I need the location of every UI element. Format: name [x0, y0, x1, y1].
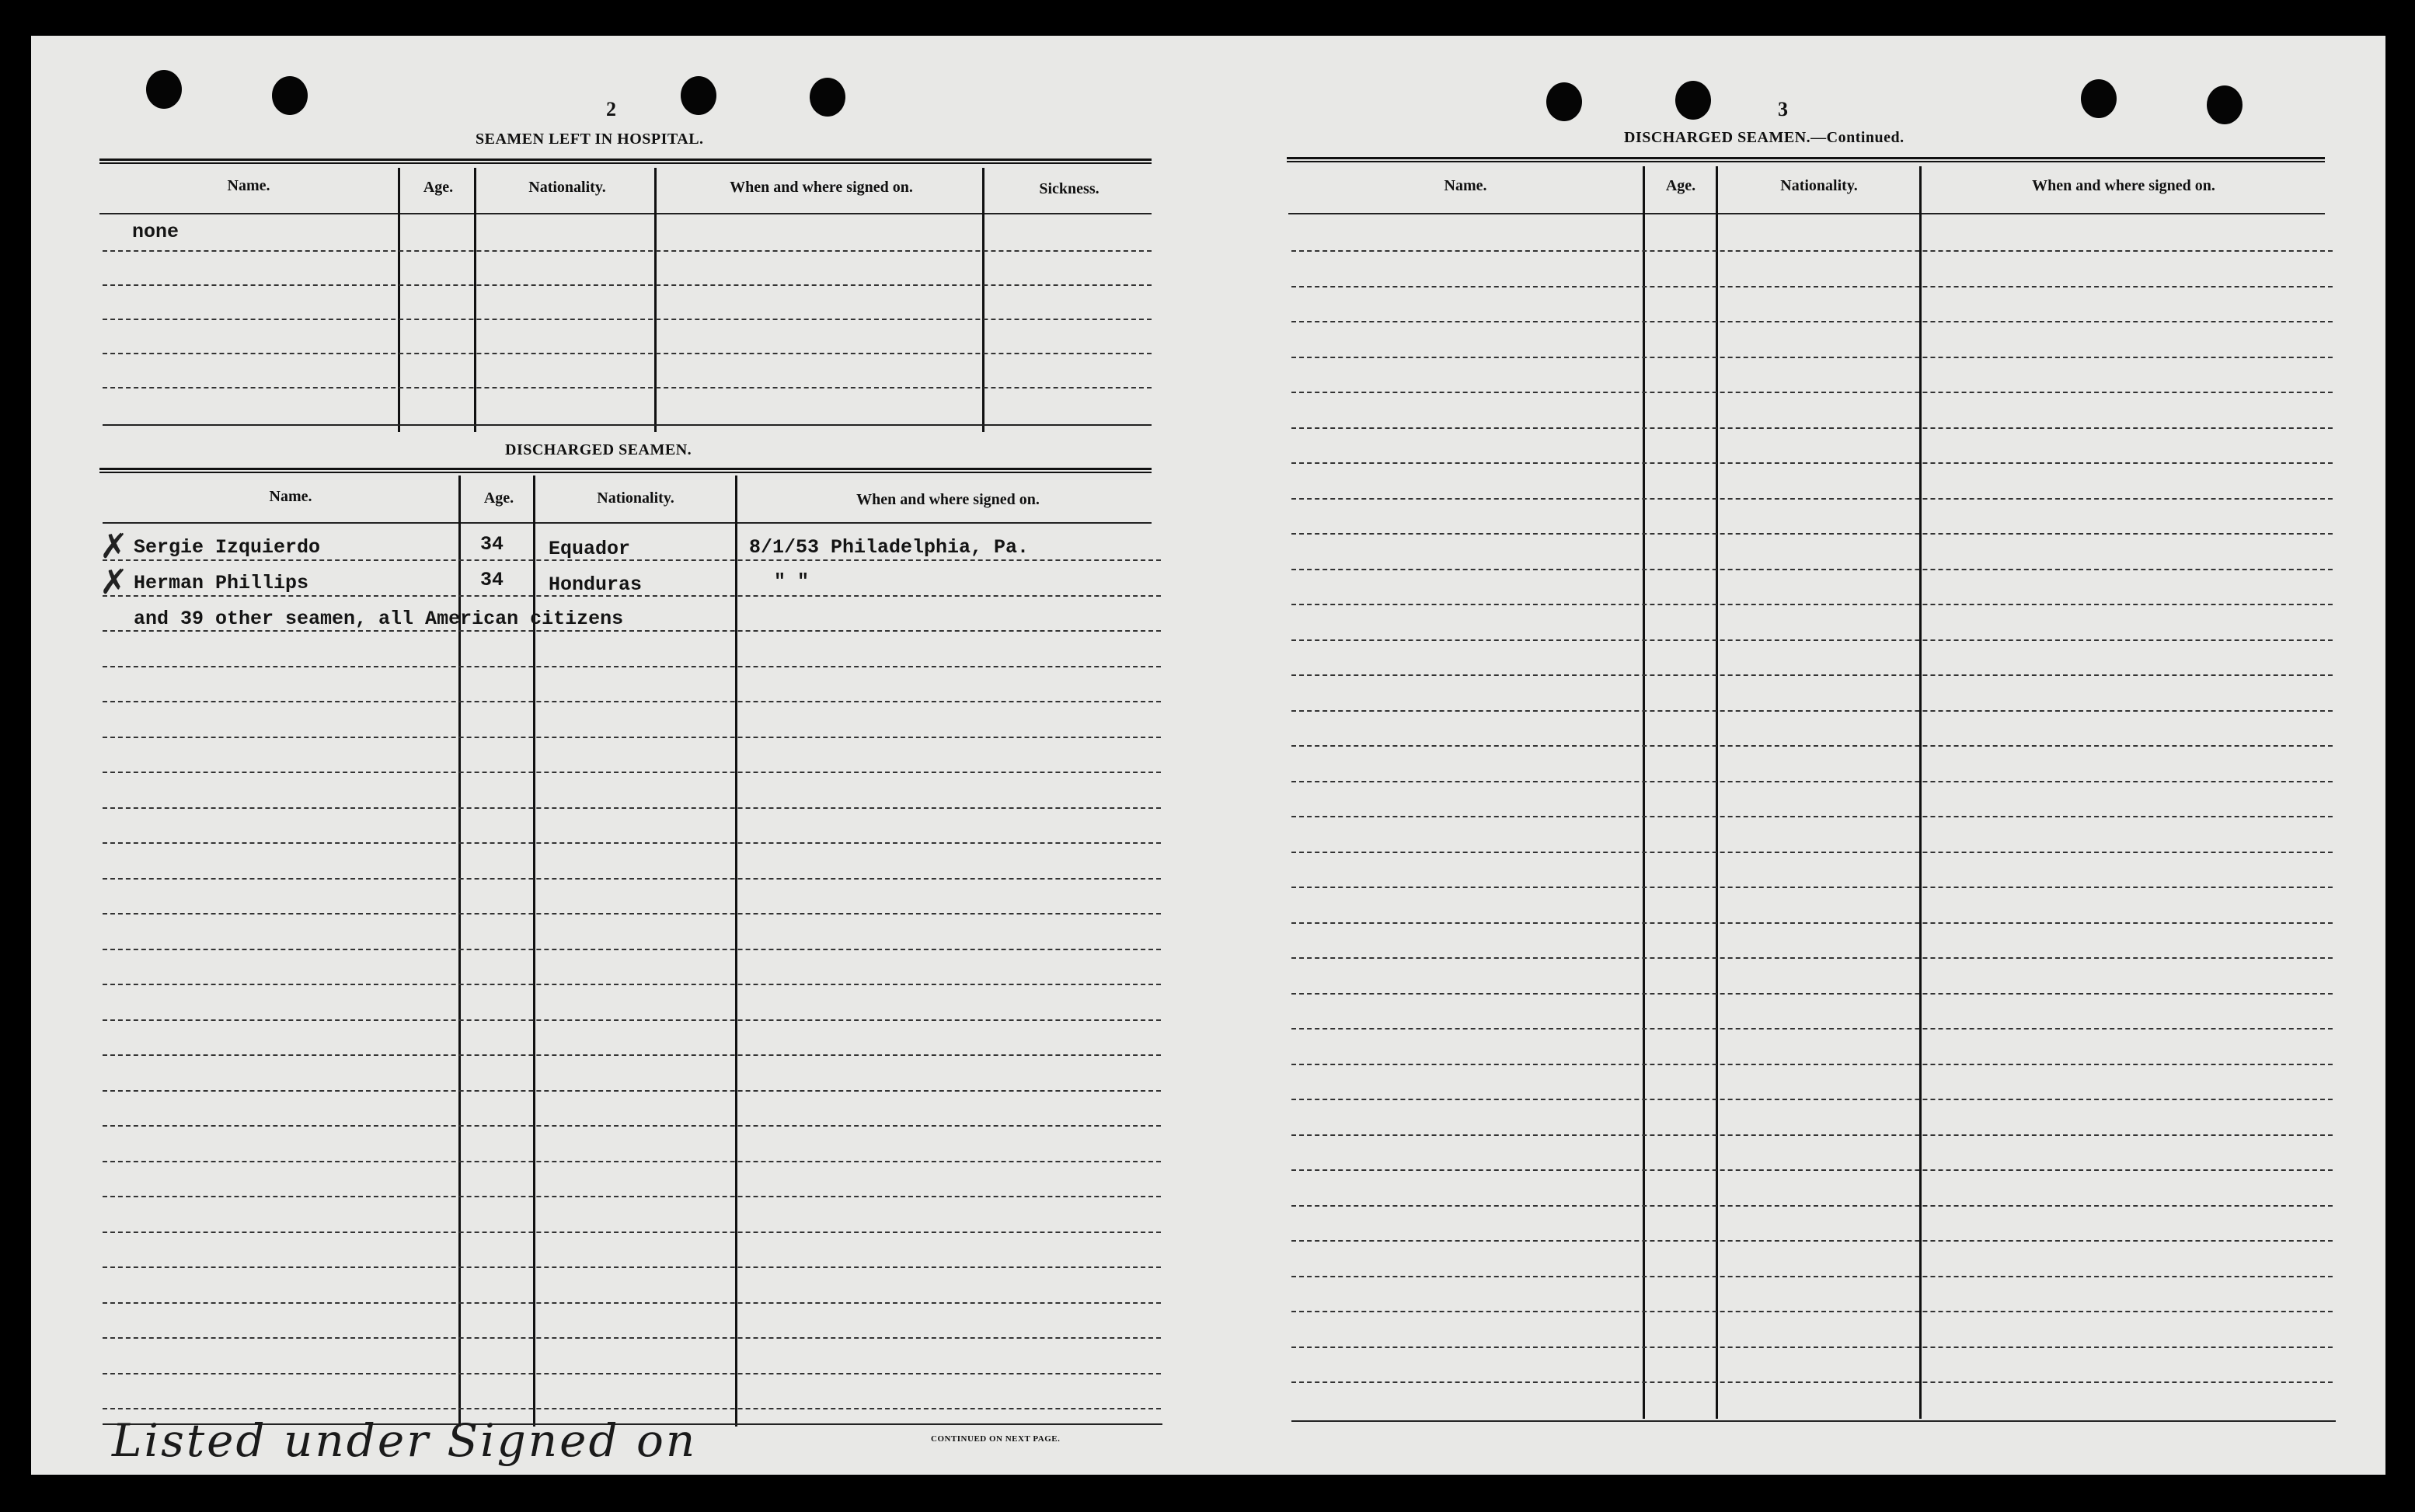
discharged-note: and 39 other seamen, all American citizens — [134, 608, 624, 630]
rule — [99, 468, 1152, 473]
row-line — [103, 319, 1152, 320]
rule — [103, 522, 1152, 524]
punch-hole — [1675, 81, 1711, 120]
row-line — [1291, 1311, 2333, 1312]
section-title-discharged-continued: DISCHARGED SEAMEN.—Continued. — [1624, 129, 1904, 146]
col-header-age: Age. — [1665, 177, 1696, 194]
row-line — [1291, 357, 2333, 358]
row-line — [1291, 1347, 2333, 1348]
row-line — [1291, 922, 2333, 924]
row-line — [1291, 427, 2333, 429]
discharged-signed-on-cell: 8/1/53 Philadelphia, Pa. — [749, 536, 1030, 559]
row-line — [103, 250, 1152, 252]
punch-hole — [681, 76, 716, 115]
row-line — [1291, 1381, 2333, 1383]
punch-hole — [1546, 82, 1582, 121]
row-line — [103, 701, 1161, 702]
row-line — [1291, 569, 2333, 570]
row-line — [103, 1090, 1161, 1092]
rule — [1288, 213, 2325, 214]
hospital-name-cell: none — [132, 221, 179, 243]
handwritten-note: Listed under Signed on — [112, 1414, 698, 1467]
col-header-signed-on: When and where signed on. — [856, 491, 1040, 508]
row-line — [103, 1408, 1161, 1409]
rule — [99, 159, 1152, 164]
row-line — [1291, 639, 2333, 641]
row-line — [103, 772, 1161, 773]
col-header-nationality: Nationality. — [1780, 177, 1858, 194]
column-divider — [1919, 166, 1922, 1419]
row-line — [1291, 1240, 2333, 1242]
col-header-name: Name. — [1444, 177, 1487, 194]
col-header-signed-on: When and where signed on. — [730, 179, 913, 196]
discharged-nationality-cell: Honduras — [549, 573, 643, 596]
row-line — [103, 387, 1152, 388]
row-line — [103, 949, 1161, 950]
row-line — [1291, 286, 2333, 287]
row-line — [1291, 1064, 2333, 1065]
col-header-sickness: Sickness. — [1039, 180, 1099, 197]
discharged-signed-on-cell: " " — [774, 570, 810, 593]
column-divider — [474, 168, 476, 432]
punch-hole — [810, 78, 845, 117]
row-line — [1291, 710, 2333, 712]
row-line — [1291, 392, 2333, 393]
row-line — [1291, 604, 2333, 605]
column-divider — [982, 168, 984, 432]
row-line — [1291, 852, 2333, 853]
col-header-nationality: Nationality. — [528, 179, 606, 196]
row-line — [103, 1266, 1161, 1268]
rule — [103, 424, 1152, 426]
row-line — [103, 1232, 1161, 1233]
row-line — [1291, 957, 2333, 959]
row-line — [103, 807, 1161, 809]
row-line — [103, 1125, 1161, 1127]
section-title-discharged: DISCHARGED SEAMEN. — [505, 441, 692, 458]
row-line — [1291, 887, 2333, 888]
row-line — [103, 913, 1161, 915]
punch-hole — [2207, 85, 2242, 124]
check-mark: ✗ — [99, 563, 128, 602]
row-line — [1291, 674, 2333, 676]
row-line — [1291, 1028, 2333, 1029]
row-line — [103, 1054, 1161, 1056]
col-header-name: Name. — [227, 177, 270, 194]
row-line — [103, 1337, 1161, 1339]
row-line — [103, 559, 1161, 561]
punch-hole — [2081, 79, 2117, 118]
column-divider — [654, 168, 657, 432]
discharged-name-cell: Sergie Izquierdo — [134, 536, 321, 559]
row-line — [103, 666, 1161, 667]
row-line — [103, 630, 1161, 632]
discharged-name-cell: Herman Phillips — [134, 572, 309, 594]
discharged-age-cell: 34 — [480, 569, 504, 591]
section-title-hospital: SEAMEN LEFT IN HOSPITAL. — [476, 131, 704, 148]
row-line — [103, 353, 1152, 354]
discharged-age-cell: 34 — [480, 533, 504, 556]
row-line — [1291, 498, 2333, 500]
row-line — [1291, 321, 2333, 322]
page-number: 3 — [1778, 98, 1788, 120]
row-line — [1291, 781, 2333, 782]
rule — [99, 213, 1152, 214]
punch-hole — [146, 70, 182, 109]
row-line — [1291, 745, 2333, 747]
row-line — [1291, 993, 2333, 995]
col-header-name: Name. — [269, 488, 312, 505]
row-line — [1291, 816, 2333, 817]
row-line — [103, 595, 1161, 597]
row-line — [103, 1161, 1161, 1162]
column-divider — [1643, 166, 1645, 1419]
discharged-nationality-cell: Equador — [549, 538, 631, 560]
col-header-age: Age. — [423, 179, 454, 196]
row-line — [103, 737, 1161, 738]
rule — [1291, 1420, 2336, 1422]
row-line — [103, 1373, 1161, 1374]
col-header-age: Age. — [483, 489, 514, 507]
row-line — [1291, 1099, 2333, 1100]
page-number: 2 — [606, 98, 616, 120]
column-divider — [735, 476, 737, 1427]
row-line — [103, 984, 1161, 985]
rule — [1287, 157, 2325, 162]
punch-hole — [272, 76, 308, 115]
column-divider — [1716, 166, 1718, 1419]
row-line — [103, 1196, 1161, 1197]
col-header-nationality: Nationality. — [597, 489, 674, 507]
row-line — [1291, 250, 2333, 252]
row-line — [1291, 1169, 2333, 1171]
row-line — [103, 842, 1161, 844]
row-line — [1291, 1276, 2333, 1277]
row-line — [1291, 1205, 2333, 1207]
col-header-signed-on: When and where signed on. — [2032, 177, 2215, 194]
row-line — [103, 284, 1152, 286]
check-mark: ✗ — [99, 527, 128, 566]
continued-footer: CONTINUED ON NEXT PAGE. — [931, 1434, 1061, 1444]
row-line — [1291, 462, 2333, 464]
row-line — [1291, 1134, 2333, 1136]
right-page — [1220, 36, 2385, 1475]
row-line — [103, 1019, 1161, 1021]
left-page — [31, 36, 1220, 1475]
column-divider — [398, 168, 400, 432]
row-line — [103, 878, 1161, 880]
row-line — [103, 1302, 1161, 1304]
row-line — [1291, 533, 2333, 535]
